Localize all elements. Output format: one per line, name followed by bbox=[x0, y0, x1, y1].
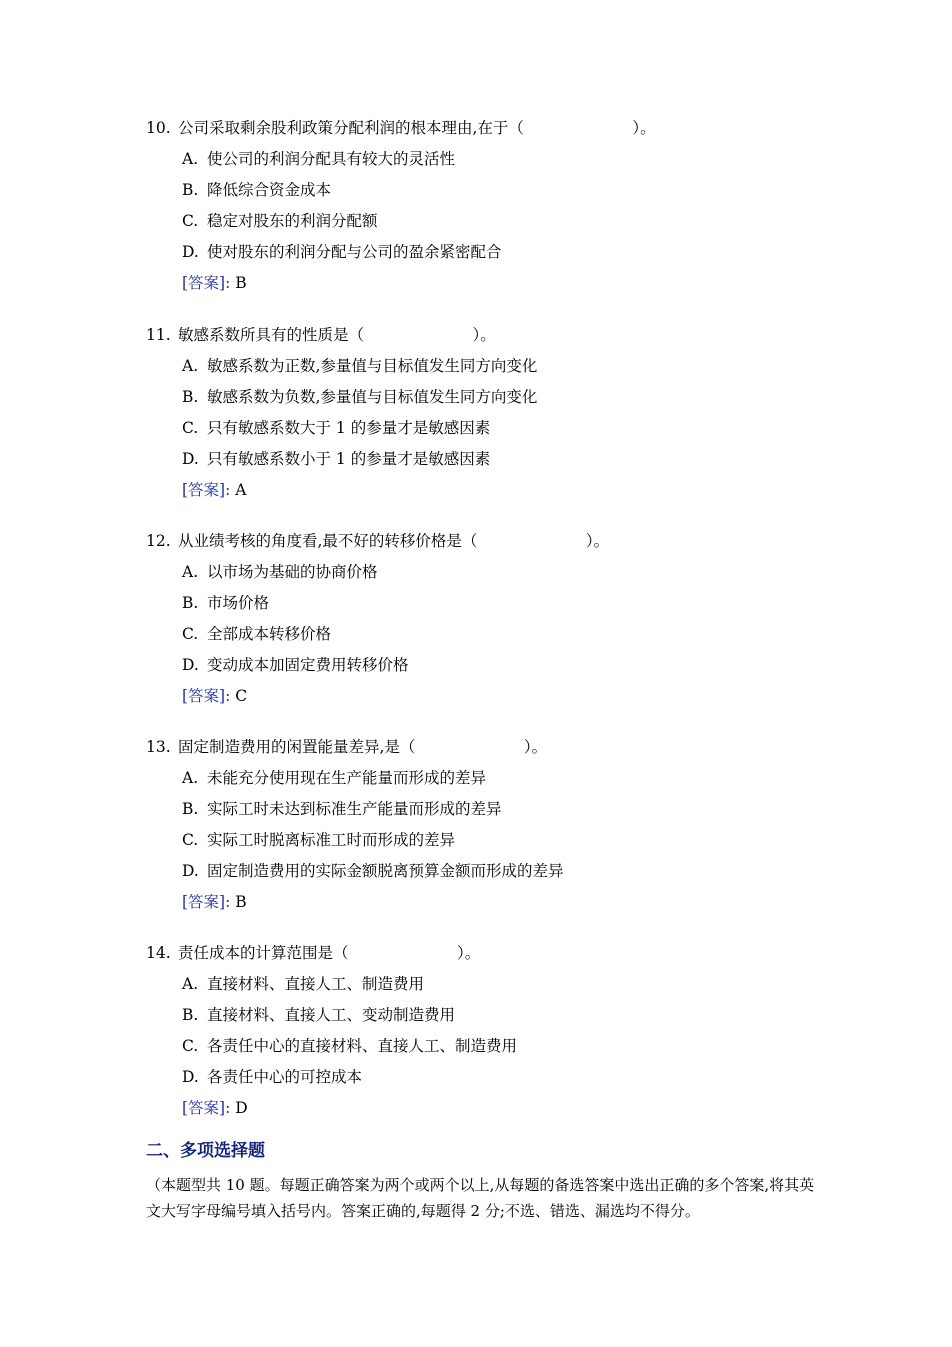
option-c bbox=[182, 1035, 826, 1057]
question-text: 责任成本的计算范围是（ ）。 bbox=[178, 944, 481, 962]
question-stem bbox=[146, 324, 826, 346]
answer-line bbox=[182, 479, 826, 501]
option-letter: D. bbox=[182, 243, 199, 261]
option-text: 使对股东的利润分配与公司的盈余紧密配合 bbox=[207, 243, 502, 261]
option-b bbox=[182, 179, 826, 201]
question-stem bbox=[146, 117, 826, 139]
option-a bbox=[182, 973, 826, 995]
question-text: 从业绩考核的角度看,最不好的转移价格是（ ）。 bbox=[178, 532, 610, 550]
question-text: 固定制造费用的闲置能量差异,是（ ）。 bbox=[178, 738, 548, 756]
option-text: 使公司的利润分配具有较大的灵活性 bbox=[207, 150, 456, 168]
option-letter: D. bbox=[182, 450, 199, 468]
option-letter: B. bbox=[182, 181, 199, 199]
answer-label: [答案]: bbox=[182, 893, 231, 911]
option-letter: A. bbox=[182, 769, 199, 787]
option-text: 敏感系数为正数,参量值与目标值发生同方向变化 bbox=[207, 357, 538, 375]
option-c bbox=[182, 829, 826, 851]
answer-line bbox=[182, 272, 826, 294]
question-text: 公司采取剩余股利政策分配利润的根本理由,在于（ ）。 bbox=[178, 119, 656, 137]
option-text: 实际工时未达到标准生产能量而形成的差异 bbox=[207, 800, 502, 818]
option-text: 固定制造费用的实际金额脱离预算金额而形成的差异 bbox=[207, 862, 564, 880]
question-number: 13. bbox=[146, 738, 171, 756]
option-letter: B. bbox=[182, 594, 199, 612]
answer-label: [答案]: bbox=[182, 687, 231, 705]
option-text: 只有敏感系数小于 1 的参量才是敏感因素 bbox=[207, 450, 491, 468]
option-d bbox=[182, 860, 826, 882]
option-text: 只有敏感系数大于 1 的参量才是敏感因素 bbox=[207, 419, 491, 437]
option-c bbox=[182, 210, 826, 232]
answer-value: C bbox=[235, 687, 248, 705]
option-text: 降低综合资金成本 bbox=[207, 181, 332, 199]
answer-line bbox=[182, 891, 826, 913]
question-14 bbox=[146, 942, 826, 1119]
option-letter: A. bbox=[182, 357, 199, 375]
answer-line bbox=[182, 1097, 826, 1119]
question-text: 敏感系数所具有的性质是（ ）。 bbox=[178, 326, 496, 344]
option-c bbox=[182, 623, 826, 645]
question-number: 12. bbox=[146, 532, 171, 550]
question-13 bbox=[146, 736, 826, 913]
answer-value: A bbox=[235, 481, 247, 499]
question-number: 11. bbox=[146, 326, 171, 344]
question-stem bbox=[146, 942, 826, 964]
answer-label: [答案]: bbox=[182, 481, 231, 499]
option-letter: D. bbox=[182, 656, 199, 674]
option-b bbox=[182, 798, 826, 820]
option-d bbox=[182, 448, 826, 470]
option-b bbox=[182, 386, 826, 408]
option-text: 直接材料、直接人工、制造费用 bbox=[207, 975, 425, 993]
option-text: 各责任中心的直接材料、直接人工、制造费用 bbox=[207, 1037, 518, 1055]
option-letter: A. bbox=[182, 975, 199, 993]
question-stem bbox=[146, 530, 826, 552]
option-text: 未能充分使用现在生产能量而形成的差异 bbox=[207, 769, 487, 787]
option-letter: D. bbox=[182, 862, 199, 880]
option-letter: D. bbox=[182, 1068, 199, 1086]
question-10 bbox=[146, 117, 826, 294]
question-12 bbox=[146, 530, 826, 707]
option-letter: C. bbox=[182, 212, 199, 230]
section-instructions: （本题型共 10 题。每题正确答案为两个或两个以上,从每题的备选答案中选出正确的多个答案,将其英文大写字母编号填入括号内。答案正确的,每题得 2 分;不选、错选、漏选均不得分。 bbox=[146, 1176, 815, 1220]
answer-value: B bbox=[235, 893, 247, 911]
option-letter: B. bbox=[182, 800, 199, 818]
option-letter: A. bbox=[182, 150, 199, 168]
option-a bbox=[182, 355, 826, 377]
question-stem bbox=[146, 736, 826, 758]
option-a bbox=[182, 148, 826, 170]
option-letter: C. bbox=[182, 625, 199, 643]
option-letter: A. bbox=[182, 563, 199, 581]
option-a bbox=[182, 561, 826, 583]
answer-value: B bbox=[235, 274, 247, 292]
answer-label: [答案]: bbox=[182, 274, 231, 292]
option-text: 实际工时脱离标准工时而形成的差异 bbox=[207, 831, 456, 849]
option-letter: C. bbox=[182, 831, 199, 849]
answer-value: D bbox=[235, 1099, 248, 1117]
question-number: 10. bbox=[146, 119, 171, 137]
option-b bbox=[182, 1004, 826, 1026]
option-letter: C. bbox=[182, 1037, 199, 1055]
option-d bbox=[182, 654, 826, 676]
option-letter: C. bbox=[182, 419, 199, 437]
option-d bbox=[182, 1066, 826, 1088]
question-number: 14. bbox=[146, 944, 171, 962]
option-text: 以市场为基础的协商价格 bbox=[207, 563, 378, 581]
option-text: 敏感系数为负数,参量值与目标值发生同方向变化 bbox=[207, 388, 538, 406]
option-d bbox=[182, 241, 826, 263]
option-text: 变动成本加固定费用转移价格 bbox=[207, 656, 409, 674]
answer-label: [答案]: bbox=[182, 1099, 231, 1117]
option-b bbox=[182, 592, 826, 614]
option-text: 稳定对股东的利润分配额 bbox=[207, 212, 378, 230]
option-letter: B. bbox=[182, 388, 199, 406]
question-11 bbox=[146, 324, 826, 501]
option-text: 各责任中心的可控成本 bbox=[207, 1068, 363, 1086]
option-text: 直接材料、直接人工、变动制造费用 bbox=[207, 1006, 456, 1024]
option-a bbox=[182, 767, 826, 789]
answer-line bbox=[182, 685, 826, 707]
option-text: 全部成本转移价格 bbox=[207, 625, 332, 643]
option-text: 市场价格 bbox=[207, 594, 270, 612]
option-letter: B. bbox=[182, 1006, 199, 1024]
section-heading: 二、多项选择题 bbox=[146, 1141, 265, 1161]
option-c bbox=[182, 417, 826, 439]
